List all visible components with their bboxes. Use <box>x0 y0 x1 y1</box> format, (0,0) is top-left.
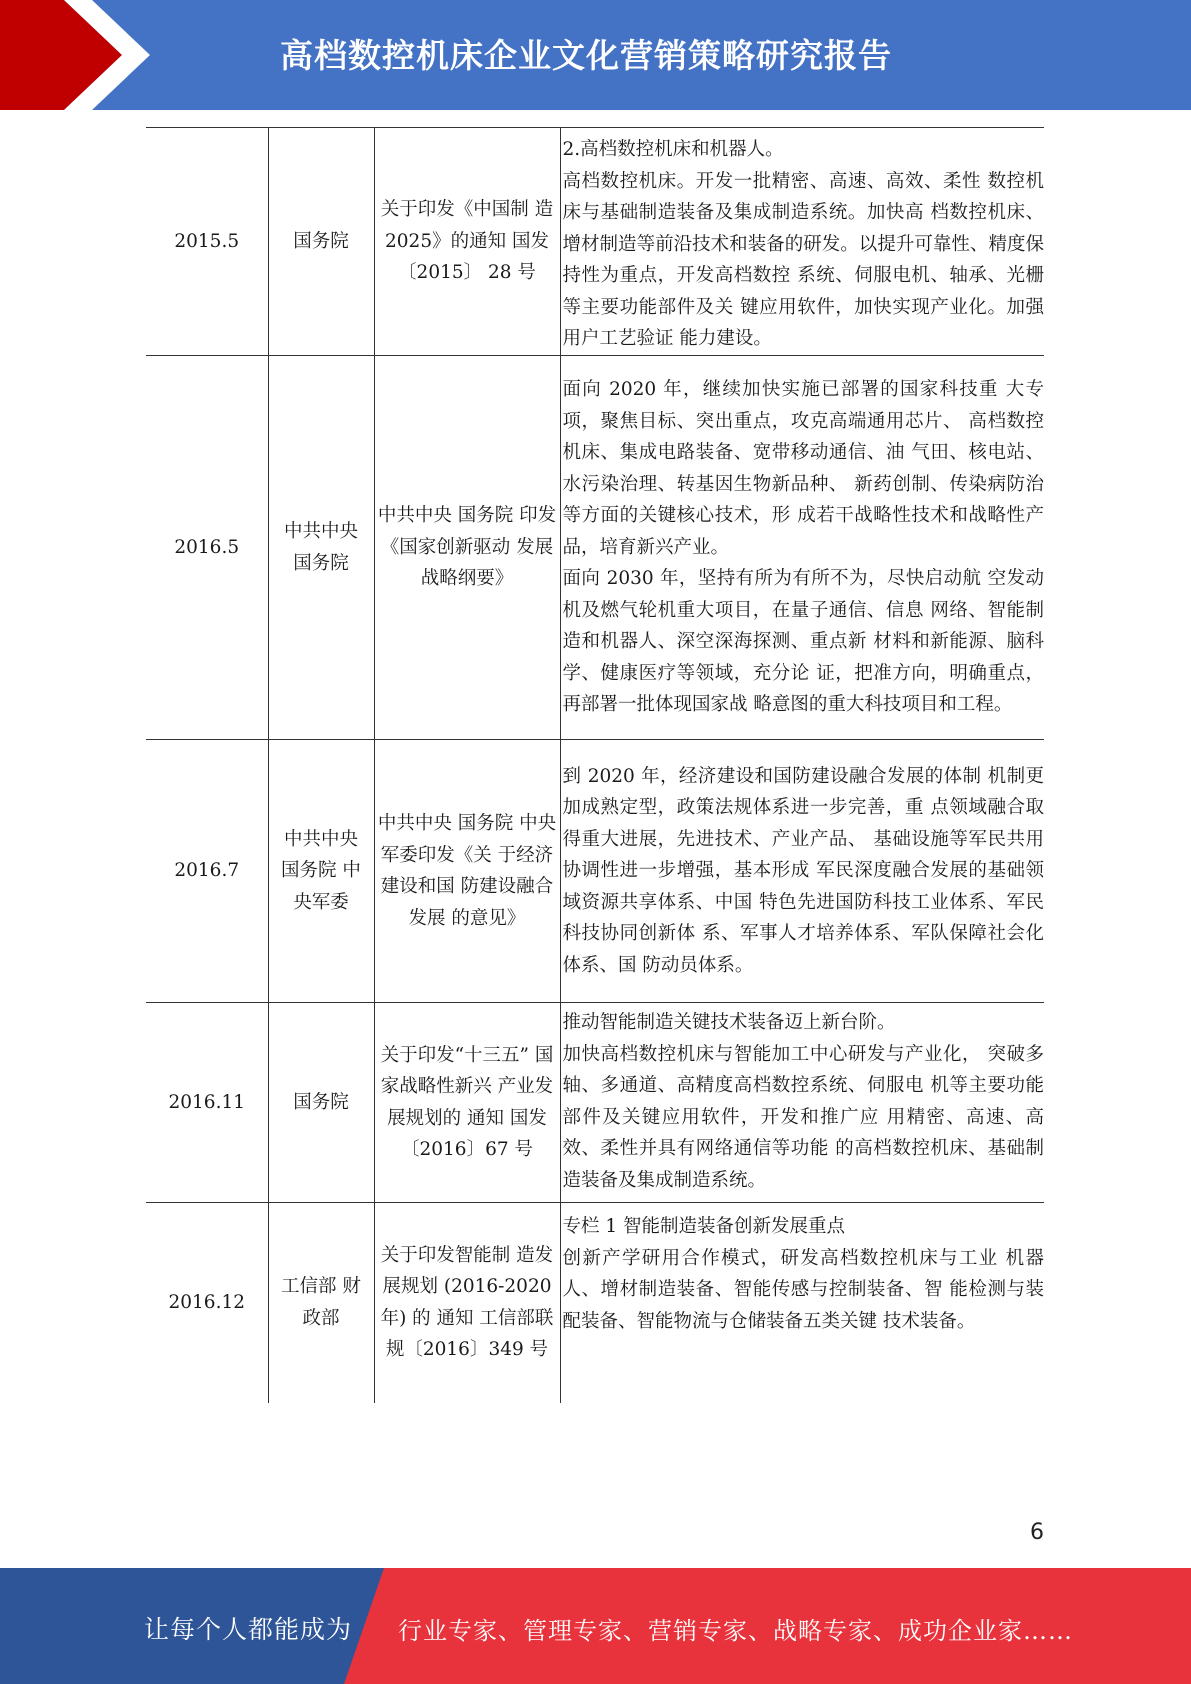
footer-banner <box>0 1568 1191 1684</box>
cell-doc: 关于印发智能制 造发展规划 (2016-2020 年) 的 通知 工信部联规〔2016〕349 号 <box>374 1203 560 1403</box>
cell-content <box>560 128 1044 356</box>
content-paragraph: 面向 2020 年，继续加快实施已部署的国家科技重 大专项，聚焦目标、突出重点，攻克高端通用芯片、 高档数控机床、集成电路装备、宽带移动通信、油 气田、核电站、水污染治理、转基因生物新品种、 新药创制、传染病防治等方面的关键核心技术，形 成若干战略性技术和战略性产品，培育新兴产业。 <box>562 379 1044 558</box>
cell-date: 2015.5 <box>174 230 240 252</box>
cell-date: 2016.12 <box>168 1292 245 1313</box>
content-paragraph: 到 2020 年，经济建设和国防建设融合发展的体制 机制更加成熟定型，政策法规体系进一步完善，重 点领域融合取得重大进展，先进技术、产业产品、 基础设施等军民共用协调性进一步增强，基本形成 军民深度融合发展的基础领域资源共享体系、中国 特色先进国防科技工业体系、军民科技协同创新体 系、军事人才培养体系、军队保障社会化体系、国 防动员体系。 <box>562 765 1044 976</box>
table-row <box>146 1003 1044 1203</box>
content-paragraph: 推动智能制造关键技术装备迈上新台阶。 <box>562 1012 896 1033</box>
cell-org: 国务院 <box>268 1003 374 1203</box>
footer-slogan-left: 让每个人都能成为 <box>144 1615 353 1644</box>
cell-doc: 关于印发“十三五” 国家战略性新兴 产业发展规划的 通知 国发〔2016〕67 号 <box>374 1003 560 1203</box>
cell-doc: 中共中央 国务院 印发 《国家创新驱动 发展战略纲要》 <box>374 356 560 740</box>
header-banner <box>0 0 1191 110</box>
cell-content <box>560 740 1044 1003</box>
content-paragraph: 2.高档数控机床和机器人。 <box>562 139 784 160</box>
cell-date: 2016.5 <box>174 536 240 558</box>
content-paragraph: 加快高档数控机床与智能加工中心研发与产业化， 突破多轴、多通道、高精度高档数控系统、伺服电 机等主要功能部件及关键应用软件，开发和推广应 用精密、高速、高效、柔性并具有网络通信等功能 的高档数控机床、基础制造装备及集成制造系统。 <box>562 1043 1044 1191</box>
content-paragraph: 专栏 1 智能制造装备创新发展重点 <box>562 1216 846 1237</box>
cell-doc: 中共中央 国务院 中央军委印发《关 于经济建设和国 防建设融合发展 的意见》 <box>374 740 560 1003</box>
cell-org: 国务院 <box>268 128 374 356</box>
content-paragraph: 创新产学研用合作模式，研发高档数控机床与工业 机器人、增材制造装备、智能传感与控制装备、智 能检测与装配装备、智能物流与仓储装备五类关键 技术装备。 <box>562 1247 1044 1332</box>
table-row <box>146 740 1044 1003</box>
page-number: 6 <box>1030 1520 1044 1545</box>
cell-date: 2016.7 <box>174 860 240 882</box>
report-title: 高档数控机床企业文化营销策略研究报告 <box>280 36 892 75</box>
footer-slogan-right: 行业专家、管理专家、营销专家、战略专家、成功企业家…… <box>398 1617 1073 1645</box>
table-row <box>146 1203 1044 1403</box>
table-row <box>146 356 1044 740</box>
cell-date: 2016.11 <box>168 1091 245 1113</box>
cell-content <box>560 1003 1044 1203</box>
policy-table <box>146 127 1044 1403</box>
cell-org: 工信部 财政部 <box>268 1203 374 1403</box>
cell-content <box>560 1203 1044 1403</box>
cell-content <box>560 356 1044 740</box>
table-row <box>146 128 1044 356</box>
cell-org: 中共中央 国务院 中央军委 <box>268 740 374 1003</box>
content-paragraph: 高档数控机床。开发一批精密、高速、高效、柔性 数控机床与基础制造装备及集成制造系统。加快高 档数控机床、增材制造等前沿技术和装备的研发。以提升可靠性、精度保持性为重点，开发高档数控 系统、伺服电机、轴承、光栅等主要功能部件及关 键应用软件，加快实现产业化。加强用户工艺验证 能力建设。 <box>562 170 1044 349</box>
cell-doc: 关于印发《中国制 造2025》的通知 国发〔2015〕 28 号 <box>374 128 560 356</box>
cell-org: 中共中央 国务院 <box>268 356 374 740</box>
content-paragraph: 面向 2030 年，坚持有所为有所不为，尽快启动航 空发动机及燃气轮机重大项目，在量子通信、信息 网络、智能制造和机器人、深空深海探测、重点新 材料和新能源、脑科学、健康医疗等领域，充分论 证，把准方向，明确重点，再部署一批体现国家战 略意图的重大科技项目和工程。 <box>562 568 1044 716</box>
